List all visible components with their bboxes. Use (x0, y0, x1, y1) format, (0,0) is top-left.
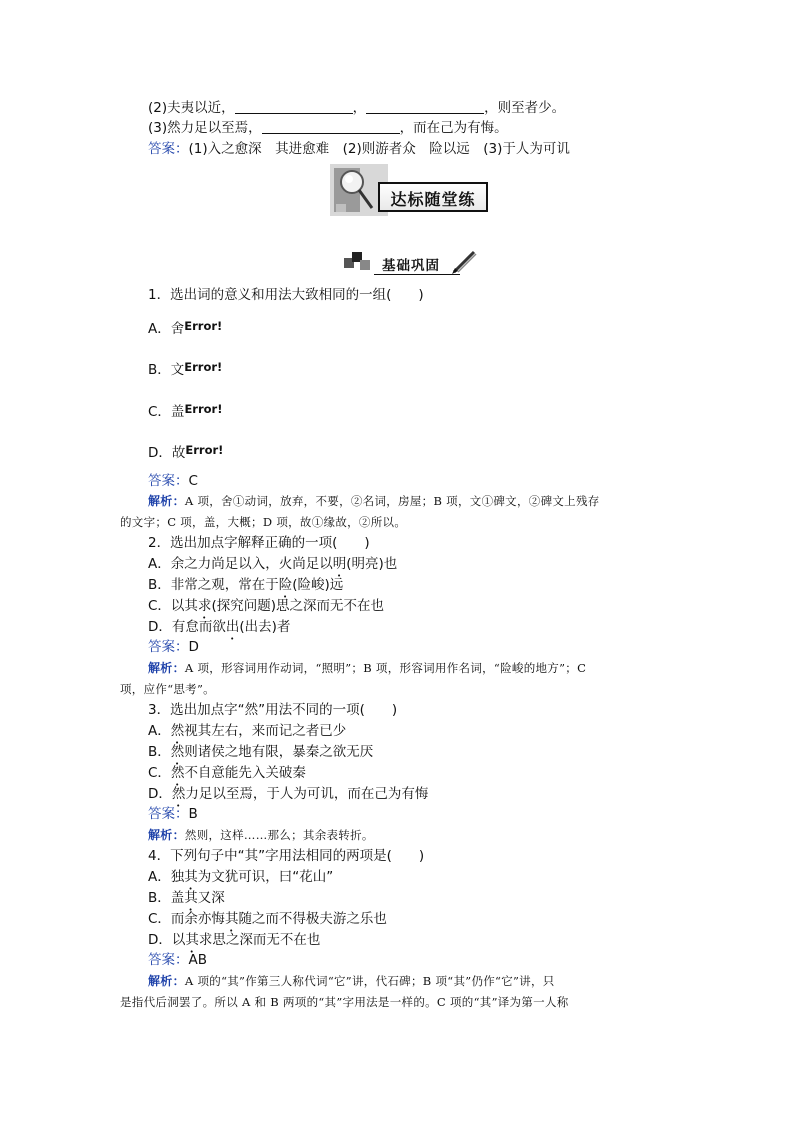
q4-stem: 4．下列句子中“其”字用法相同的两项是( ) (148, 848, 425, 864)
fill-line-3: (3)然力足以至焉， ，而在己为有悔。 (148, 120, 508, 136)
section-underline (374, 274, 460, 275)
pen-icon (450, 248, 478, 276)
q2-analysis-line2: 项，应作“思考”。 (120, 682, 215, 696)
blank (235, 99, 353, 114)
q1-stem: 1．选出词的意义和用法大致相同的一组( ) (148, 287, 424, 303)
q2-option-b: B．非常之观，常在于险(险峻)远 (148, 577, 344, 593)
q4-option-d: D．以其求思之深而无不在也 (148, 932, 321, 948)
banner-title: 达标随堂练 (390, 190, 476, 209)
practice-banner (330, 164, 490, 216)
section-heading (344, 248, 478, 276)
q2-option-d: D．有怠而欲出(出去)者 (148, 619, 291, 635)
q4-analysis-line1: 解析：A 项的“其”作第三人称代词“它”讲，代石碑；B 项“其”仍作“它”讲，只 (148, 974, 555, 988)
q2-stem: 2．选出加点字解释正确的一项( ) (148, 535, 370, 551)
fill-answer: 答案：(1)入之愈深 其进愈难 (2)则游者众 险以远 (3)于人为可讥 (148, 141, 570, 157)
q4-option-b: B．盖其又深 (148, 890, 225, 906)
q4-option-a: A．独其为文犹可识，曰“花山” (148, 869, 334, 885)
q1-analysis-line2: 的文字；C 项，盖，大概；D 项，故①缘故，②所以。 (120, 515, 407, 529)
banner-title-box (378, 182, 488, 212)
q2-answer: 答案：D (148, 639, 199, 655)
q3-option-b: B．然则诸侯之地有限，暴秦之欲无厌 (148, 744, 374, 760)
q3-stem: 3．选出加点字“然”用法不同的一项( ) (148, 702, 398, 718)
q3-option-a: A．然视其左右，来而记之者已少 (148, 723, 347, 739)
q3-option-d: D．然力足以至焉，于人为可讥，而在己为有悔 (148, 786, 429, 802)
blocks-icon (344, 250, 374, 272)
q1-option-b: B．文Error! (148, 360, 223, 378)
q4-analysis-line2: 是指代后洞罢了。所以 A 和 B 两项的“其”字用法是一样的。C 项的“其”译为第一人称 (120, 995, 569, 1009)
fill-line-2: (2)夫夷以近， ， ，则至者少。 (148, 100, 566, 116)
q1-analysis-line1: 解析：A 项，舍①动词，放弃，不要，②名词，房屋；B 项，文①碑文，②碑文上残存 (148, 494, 600, 508)
blank (262, 119, 400, 134)
q4-answer: 答案：AB (148, 952, 207, 968)
section-title: 基础巩固 (382, 258, 440, 274)
blank (366, 99, 484, 114)
q3-analysis: 解析：然则，这样……那么；其余表转折。 (148, 828, 374, 842)
q3-option-c: C．然不自意能先入关破秦 (148, 765, 306, 781)
q2-analysis-line1: 解析：A 项，形容词用作动词，“照明”；B 项，形容词用作名词，“险峻的地方”；C (148, 661, 587, 675)
q1-answer: 答案：C (148, 473, 198, 489)
q2-option-c: C．以其求(探究问题)思之深而无不在也 (148, 598, 384, 614)
q2-option-a: A．余之力尚足以入，火尚足以明(明亮)也 (148, 556, 398, 572)
q1-option-c: C．盖Error! (148, 402, 223, 420)
q1-option-d: D．故Error! (148, 443, 224, 461)
q1-option-a: A．舍Error! (148, 319, 223, 337)
q3-answer: 答案：B (148, 806, 198, 822)
q4-option-c: C．而余亦悔其随之而不得极夫游之乐也 (148, 911, 387, 927)
